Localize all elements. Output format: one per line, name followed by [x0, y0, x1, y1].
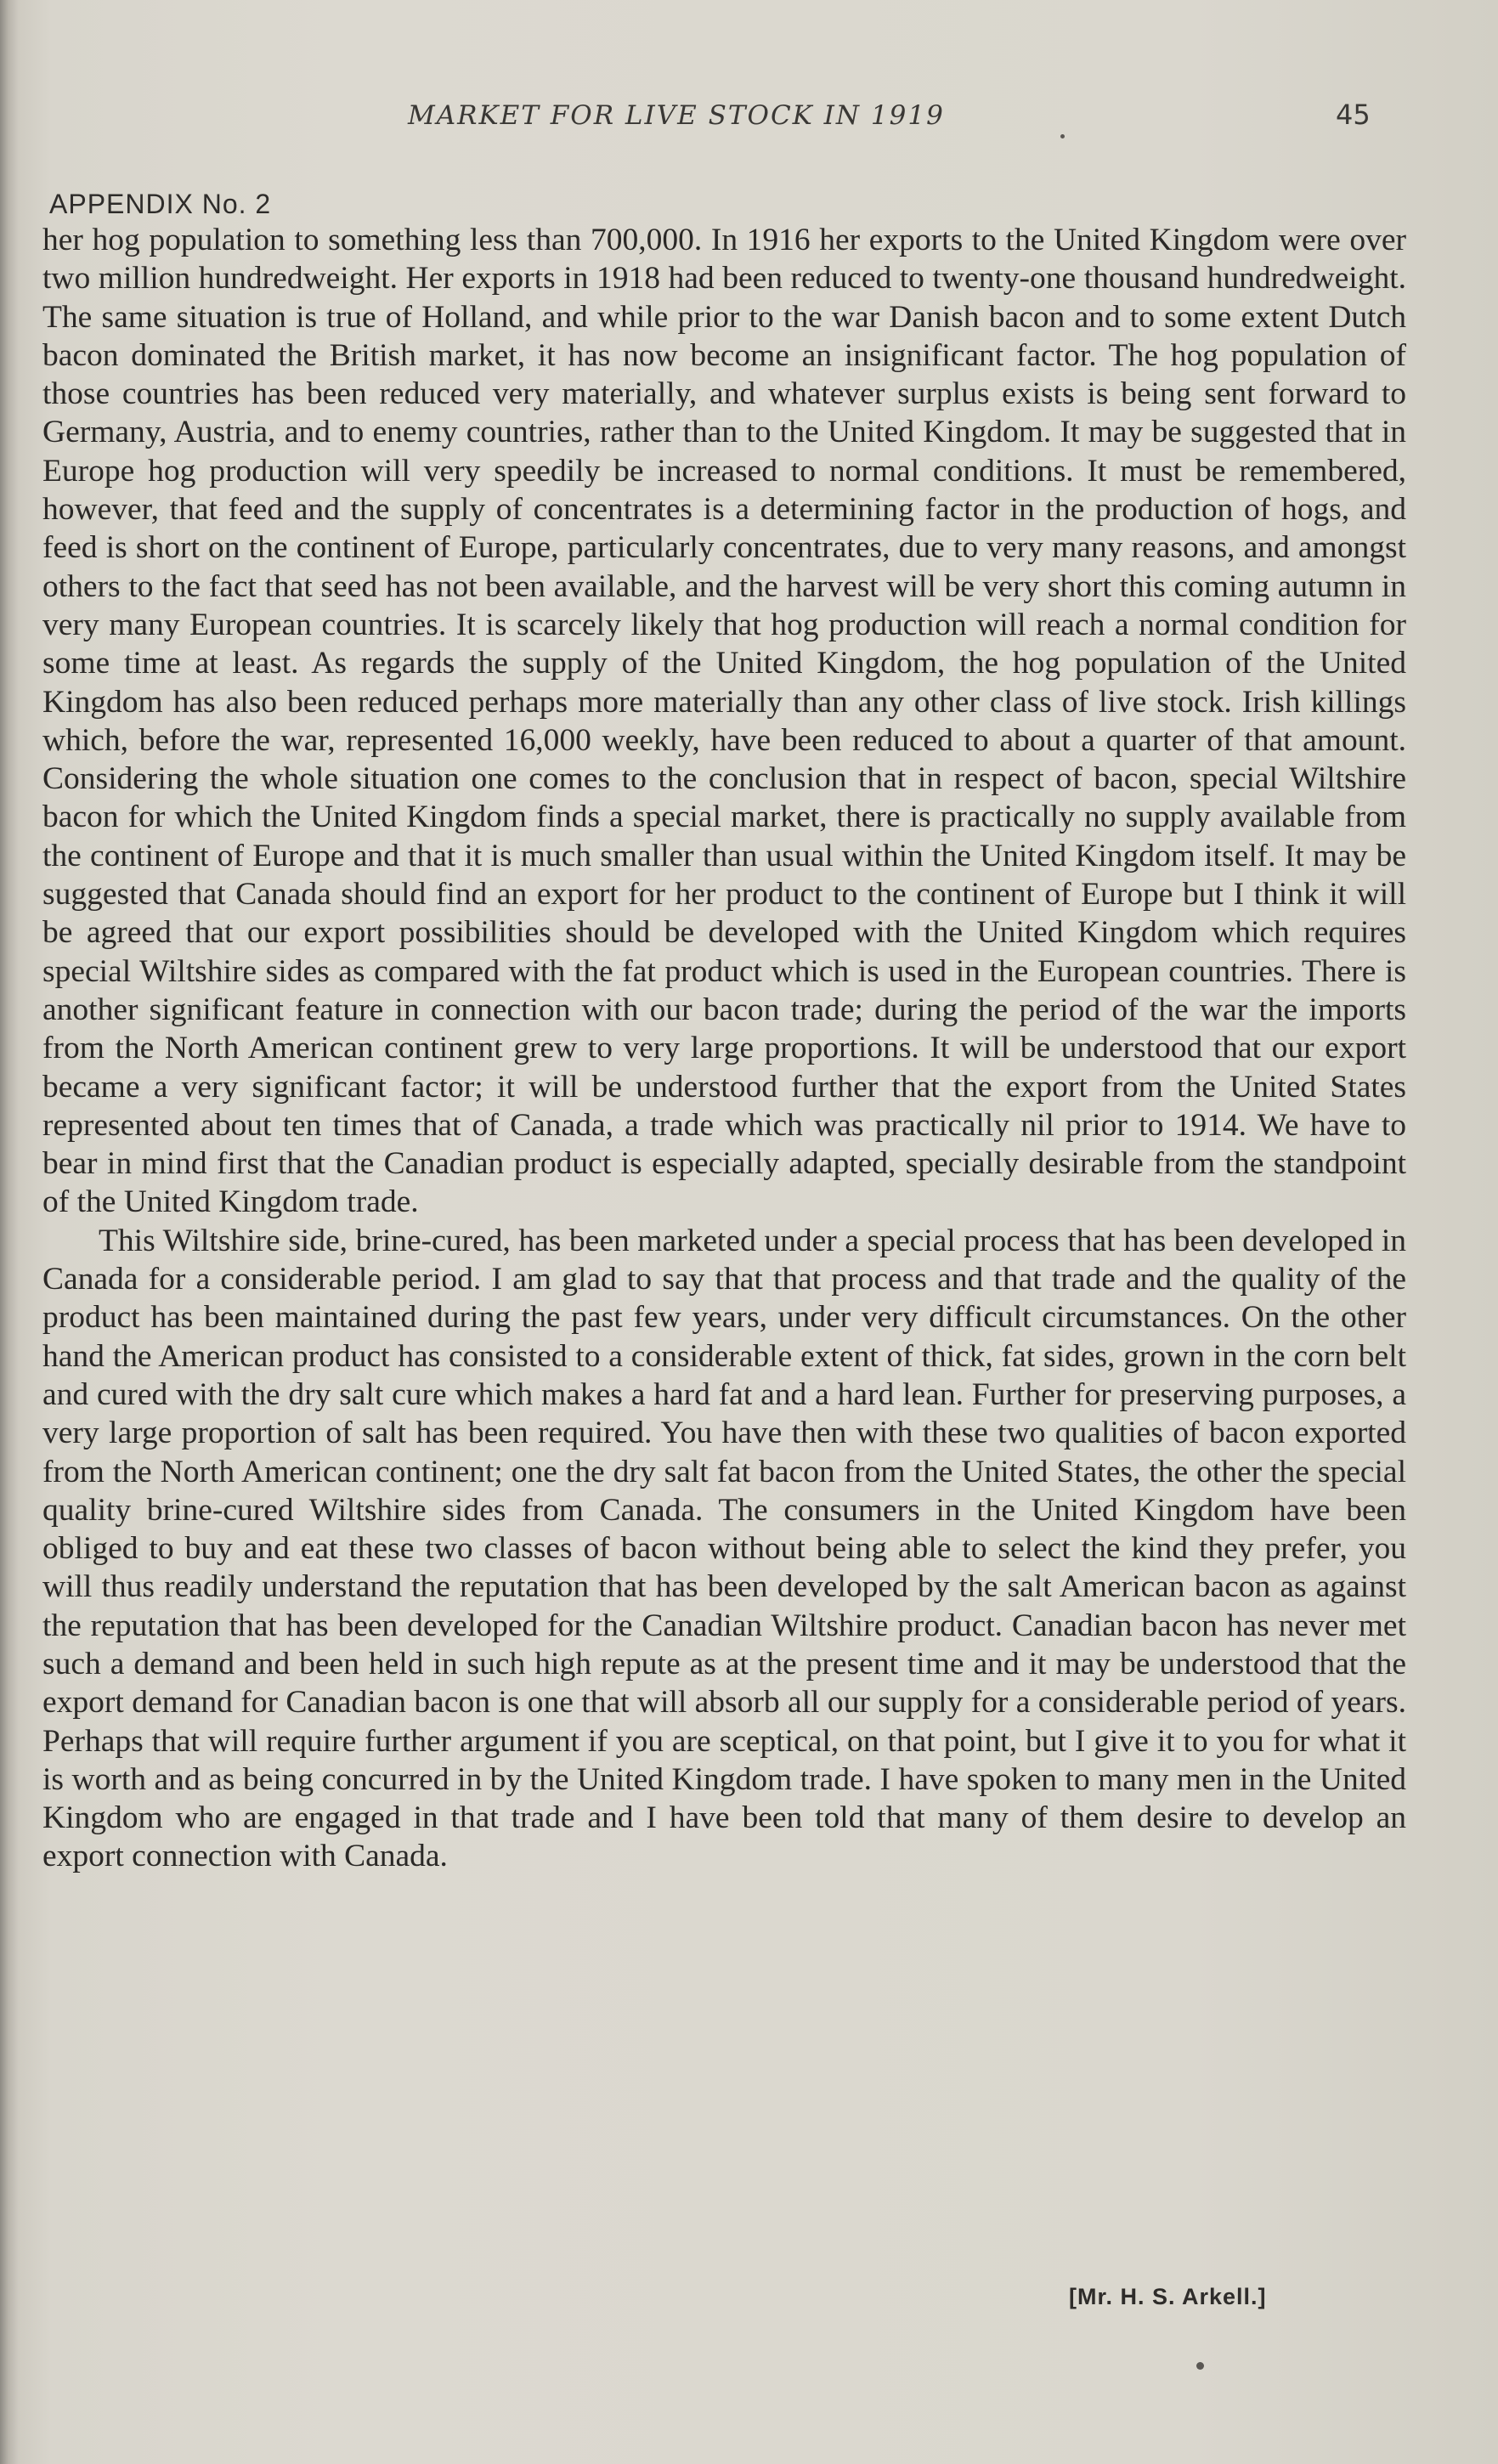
paragraph-1: her hog population to something less than 700,000. In 1916 her exports to the United Kingdom were over two million hundredweight. Her exports in 1918 had been reduced to twenty-one thousand hundredweight. The same situation is true of Holland, and while prior to the war Danish bacon and to some extent Dutch bacon dominated the British market, it has now become an insignificant factor. The hog population of those countries has been reduced very materially, and whatever surplus exists is being sent forward to Germany, Austria, and to enemy countries, rather than to the United Kingdom. It may be suggested that in Europe hog production will very speedily be increased to normal conditions. It must be remembered, however, that feed and the supply of concentrates is a determining factor in the production of hogs, and feed is short on the continent of Europe, particularly concentrates, due to very many reasons, and amongst others to the fact that seed has not been available, and the harvest will be very short this coming autumn in very many European countries. It is scarcely likely that hog production will reach a normal condition for some time at least. As regards the supply of the United Kingdom, the hog population of the United Kingdom has also been reduced perhaps more materially than any other class of live stock. Irish killings which, before the war, represented 16,000 weekly, have been reduced to about a quarter of that amount. Considering the whole situation one comes to the conclusion that in respect of bacon, special Wiltshire bacon for which the United Kingdom finds a special market, there is practically no supply available from the continent of Europe and that it is much smaller than usual within the United Kingdom itself. It may be suggested that Canada should find an export for her product to the continent of Europe but I think it will be agreed that our export possibilities should be developed with the United Kingdom which requires special Wiltshire sides as compared with the fat product which is used in the European countries. There is another significant feature in connection with our bacon trade; during the period of the war the imports from the North American continent grew to very large proportions. It will be understood that our export became a very significant factor; it will be understood further that the export from the United States represented about ten times that of Canada, a trade which was practically nil prior to 1914. We have to bear in mind first that the Canadian product is especially adapted, specially desirable from the standpoint of the United Kingdom trade. — [42, 223, 1406, 1220]
ink-speck — [1196, 2362, 1204, 2370]
appendix-label: APPENDIX No. 2 — [49, 189, 272, 219]
binding-edge — [0, 0, 19, 2464]
ink-speck — [1060, 134, 1065, 138]
running-head: MARKET FOR LIVE STOCK IN 1919 — [408, 100, 945, 131]
page-number: 45 — [1336, 99, 1371, 131]
speaker-attribution: [Mr. H. S. Arkell.] — [1069, 2284, 1267, 2309]
paragraph-2: This Wiltshire side, brine-cured, has been marketed under a special process that has been developed in Canada for a considerable period. I am glad to say that that process and that trade and the quality of the product has been maintained during the past few years, under very difficult circumstances. On the other hand the American product has consisted to a considerable extent of thick, fat sides, grown in the corn belt and cured with the dry salt cure which makes a hard fat and a hard lean. Further for preserving purposes, a very large proportion of salt has been required. You have then with these two qualities of bacon exported from the North American continent; one the dry salt fat bacon from the United States, the other the special quality brine-cured Wiltshire sides from Canada. The consumers in the United Kingdom have been obliged to buy and eat these two classes of bacon without being able to select the kind they prefer, you will thus readily understand the reputation that has been developed by the salt American bacon as against the reputation that has been developed for the Canadian Wiltshire product. Canadian bacon has never met such a demand and been held in such high repute as at the present time and it may be understood that the export demand for Canadian bacon is one that will absorb all our supply for a considerable period of years. Perhaps that will require further argument if you are sceptical, on that point, but I give it to you for what it is worth and as being concurred in by the United Kingdom trade. I have spoken to many men in the United Kingdom who are engaged in that trade and I have been told that many of them desire to develop an export connection with Canada. — [42, 1223, 1406, 1874]
body-text — [42, 221, 1406, 1876]
